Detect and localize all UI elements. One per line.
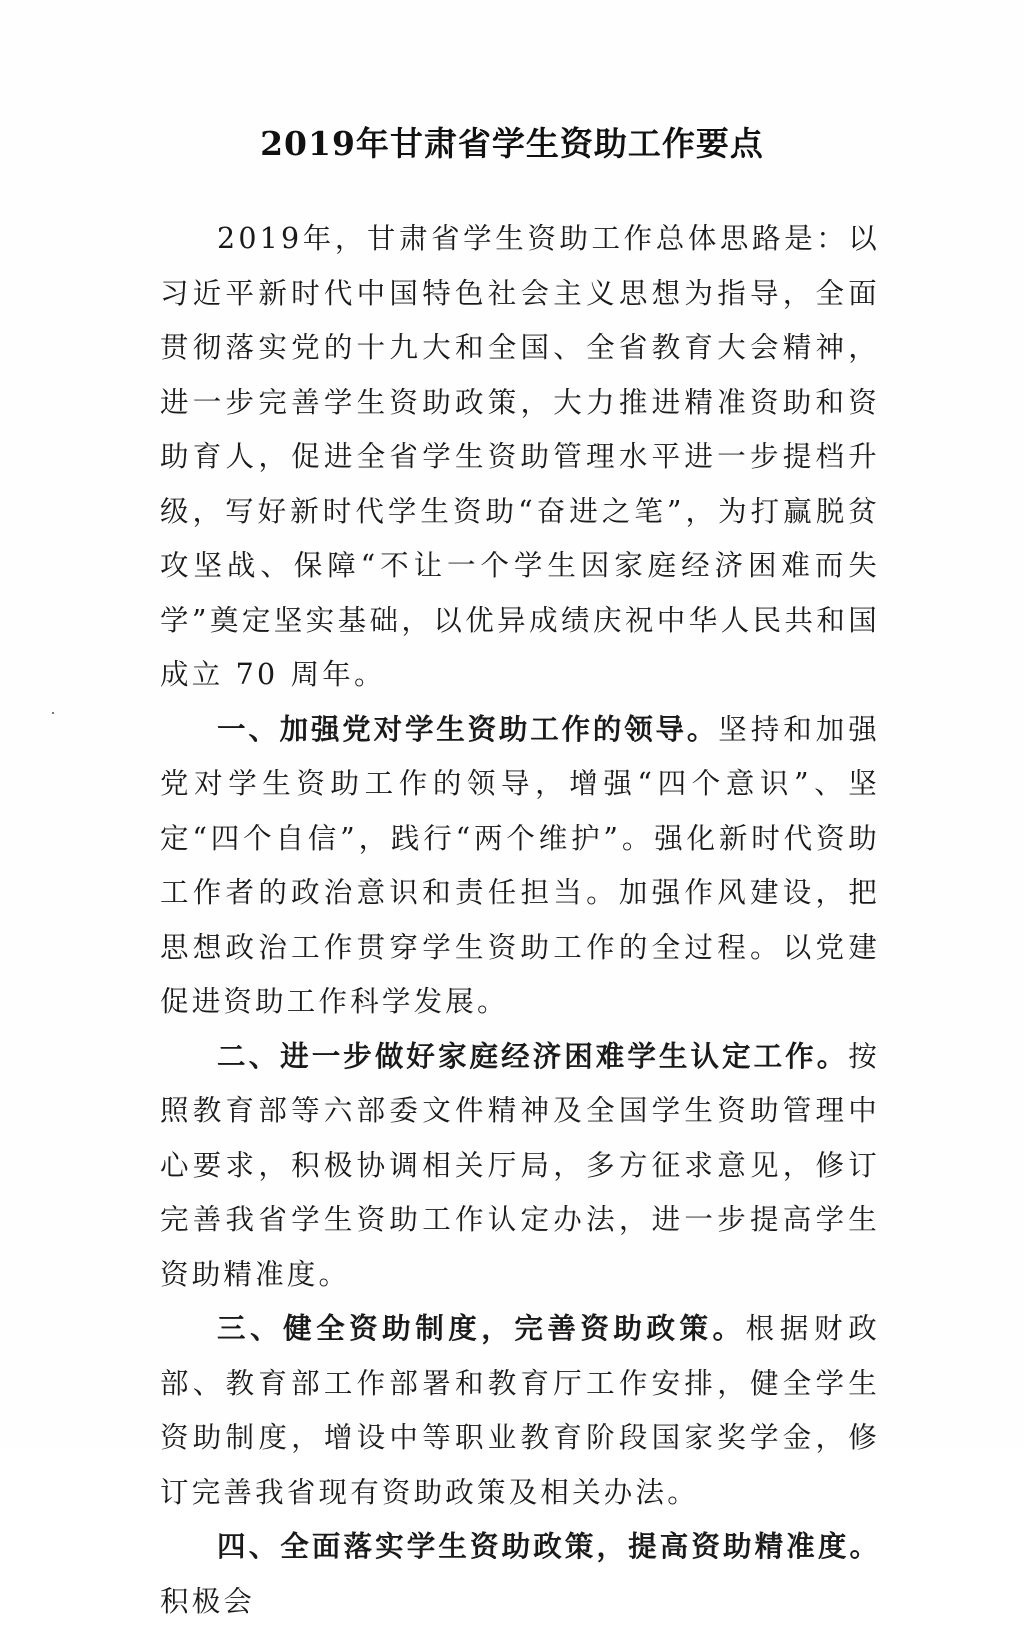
section-text-4: 积极会: [160, 1584, 256, 1618]
section-heading-3: 三、健全资助制度，完善资助政策。: [217, 1312, 746, 1345]
section-paragraph-4: [160, 1520, 880, 1629]
section-paragraph-2: [160, 1030, 880, 1303]
section-text-1: 坚持和加强党对学生资助工作的领导，增强“四个意识”、坚定“四个自信”，践行“两个维护”。强化新时代资助工作者的政治意识和责任担当。加强作风建设，把思想政治工作贯穿学生资助工作的全过程。以党建促进资助工作科学发展。: [160, 712, 880, 1018]
section-paragraph-3: [160, 1302, 880, 1520]
section-paragraph-1: [160, 703, 880, 1030]
section-heading-4: 四、全面落实学生资助政策，提高资助精准度。: [217, 1530, 880, 1563]
scan-speck: [52, 712, 54, 714]
section-heading-2: 二、进一步做好家庭经济困难学生认定工作。: [217, 1039, 849, 1073]
section-heading-1: 一、加强党对学生资助工作的领导。: [217, 712, 719, 746]
document-title: 2019年甘肃省学生资助工作要点: [260, 124, 764, 163]
section-text-2: 按照教育部等六部委文件精神及全国学生资助管理中心要求，积极协调相关厅局，多方征求意见，修订完善我省学生资助工作认定办法，进一步提高学生资助精准度。: [160, 1039, 880, 1291]
document-body: [160, 212, 880, 1629]
intro-paragraph: 2019年，甘肃省学生资助工作总体思路是：以习近平新时代中国特色社会主义思想为指导，全面贯彻落实党的十九大和全国、全省教育大会精神，进一步完善学生资助政策，大力推进精准资助和资助育人，促进全省学生资助管理水平进一步提档升级，写好新时代学生资助“奋进之笔”，为打赢脱贫攻坚战、保障“不让一个学生因家庭经济困难而失学”奠定坚实基础，以优异成绩庆祝中华人民共和国成立 70 周年。: [160, 222, 880, 691]
section-text-3: 根据财政部、教育部工作部署和教育厅工作安排，健全学生资助制度，增设中等职业教育阶段国家奖学金，修订完善我省现有资助政策及相关办法。: [160, 1312, 880, 1509]
